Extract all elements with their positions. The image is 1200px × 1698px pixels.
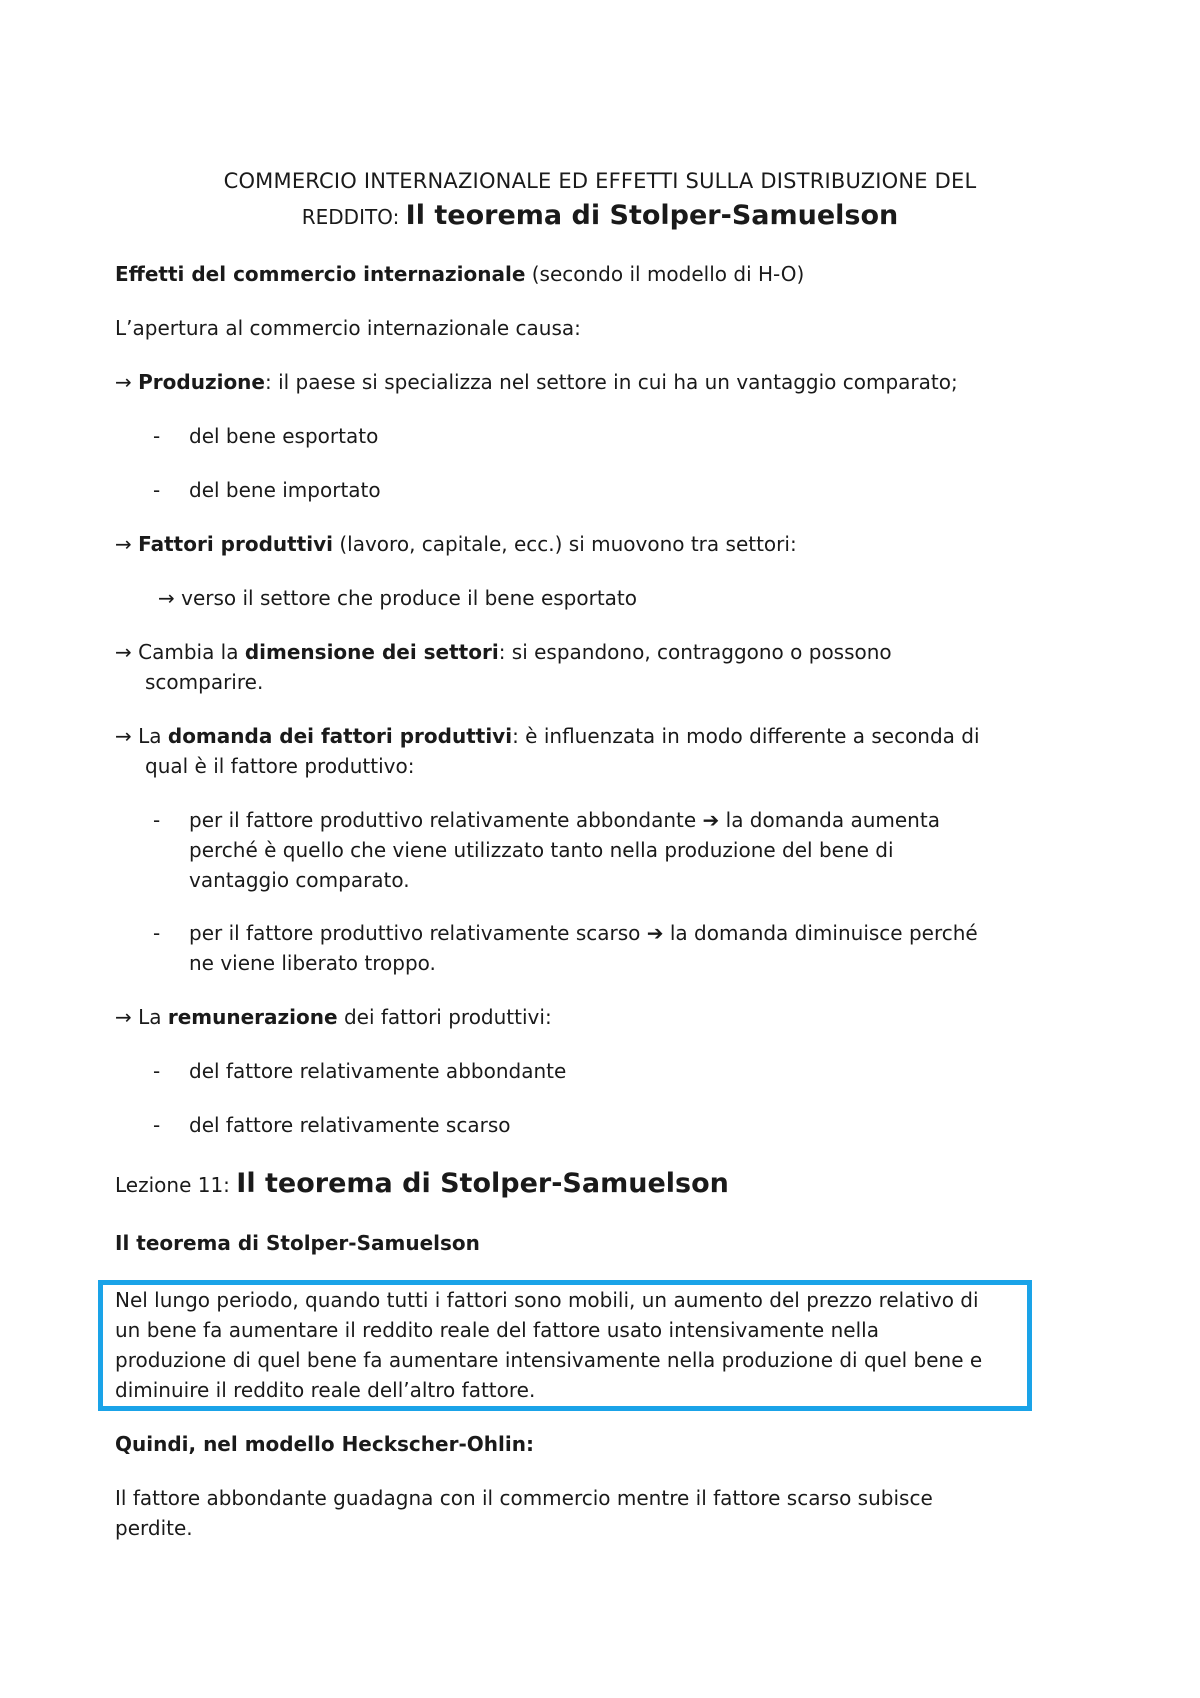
point-rest: : è influenzata in modo differente a seconda di: [512, 724, 980, 748]
list-item-line: per il fattore produttivo relativamente abbondante ➔ la domanda aumenta: [189, 808, 940, 832]
point-continuation: scomparire.: [145, 670, 264, 694]
conclusion-line: Il fattore abbondante guadagna con il commercio mentre il fattore scarso subisce: [115, 1486, 933, 1510]
list-item-abundant-factor: [189, 805, 1089, 895]
intro-paragraph: L’apertura al commercio internazionale causa:: [115, 316, 581, 340]
point-sector-size: [115, 637, 1095, 667]
dash-bullet: -: [153, 478, 161, 502]
heading-bold: Effetti del commercio internazionale: [115, 262, 526, 286]
point-prefix: → Cambia la: [115, 640, 239, 664]
dash-bullet: -: [153, 921, 161, 945]
lesson-title: Il teorema di Stolper-Samuelson: [236, 1168, 729, 1199]
conclusion-heading: Quindi, nel modello Heckscher-Ohlin:: [115, 1432, 534, 1456]
point-remuneration: [115, 1002, 1095, 1032]
point-continuation: qual è il fattore produttivo:: [145, 754, 415, 778]
list-item: [153, 421, 378, 451]
highlight-line: produzione di quel bene fa aumentare intensivamente nella produzione di quel bene e: [115, 1348, 983, 1372]
title-prefix: REDDITO:: [301, 205, 400, 229]
conclusion-line: perdite.: [115, 1516, 193, 1540]
theorem-subheading: Il teorema di Stolper-Samuelson: [115, 1231, 480, 1255]
dash-bullet: -: [153, 1113, 161, 1137]
point-prefix: → La: [115, 1005, 162, 1029]
lesson-heading: [115, 1166, 1095, 1203]
highlight-line: Nel lungo periodo, quando tutti i fattori sono mobili, un aumento del prezzo relativo di: [115, 1288, 979, 1312]
point-bold: Produzione: [138, 370, 265, 394]
point-factors: [115, 529, 1095, 559]
list-item-scarce-factor: [189, 918, 1089, 978]
arrow-icon: →: [115, 532, 132, 556]
list-item-text: del bene esportato: [189, 424, 379, 448]
highlight-line: un bene fa aumentare il reddito reale del fattore usato intensivamente nella: [115, 1318, 879, 1342]
arrow-icon: →: [115, 370, 132, 394]
point-bold: dimensione dei settori: [244, 640, 499, 664]
list-item-text: del bene importato: [189, 478, 381, 502]
dash-bullet: -: [153, 424, 161, 448]
heading-rest: (secondo il modello di H-O): [531, 262, 805, 286]
point-rest: (lavoro, capitale, ecc.) si muovono tra settori:: [339, 532, 797, 556]
point-rest: : si espandono, contraggono o possono: [498, 640, 892, 664]
point-bold: Fattori produttivi: [138, 532, 333, 556]
point-rest: dei fattori produttivi:: [343, 1005, 552, 1029]
point-production: [115, 367, 1095, 397]
list-item-line: ne viene liberato troppo.: [189, 951, 436, 975]
point-demand: [115, 721, 1095, 751]
section-heading-effects: [115, 259, 1095, 289]
list-item-line: perché è quello che viene utilizzato tanto nella produzione del bene di: [189, 838, 894, 862]
document-title-line2: [0, 198, 1200, 235]
lesson-prefix: Lezione 11:: [115, 1173, 230, 1197]
list-item-line: vantaggio comparato.: [189, 868, 410, 892]
document-title-line1: COMMERCIO INTERNAZIONALE ED EFFETTI SULLA DISTRIBUZIONE DEL: [223, 169, 977, 193]
point-bold: remunerazione: [167, 1005, 338, 1029]
point-rest: : il paese si specializza nel settore in cui ha un vantaggio comparato;: [264, 370, 958, 394]
point-prefix: → La: [115, 724, 162, 748]
list-item: [153, 1056, 566, 1086]
highlight-line: diminuire il reddito reale dell’altro fattore.: [115, 1378, 536, 1402]
point-factors-sub: → verso il settore che produce il bene esportato: [158, 586, 637, 610]
point-bold: domanda dei fattori produttivi: [167, 724, 513, 748]
list-item: [153, 475, 381, 505]
dash-bullet: -: [153, 1059, 161, 1083]
list-item: [153, 1110, 510, 1140]
list-item-text: del fattore relativamente abbondante: [189, 1059, 567, 1083]
list-item-text: del fattore relativamente scarso: [189, 1113, 511, 1137]
dash-bullet: -: [153, 808, 161, 832]
list-item-line: per il fattore produttivo relativamente scarso ➔ la domanda diminuisce perché: [189, 921, 978, 945]
title-bold: Il teorema di Stolper-Samuelson: [405, 200, 899, 231]
